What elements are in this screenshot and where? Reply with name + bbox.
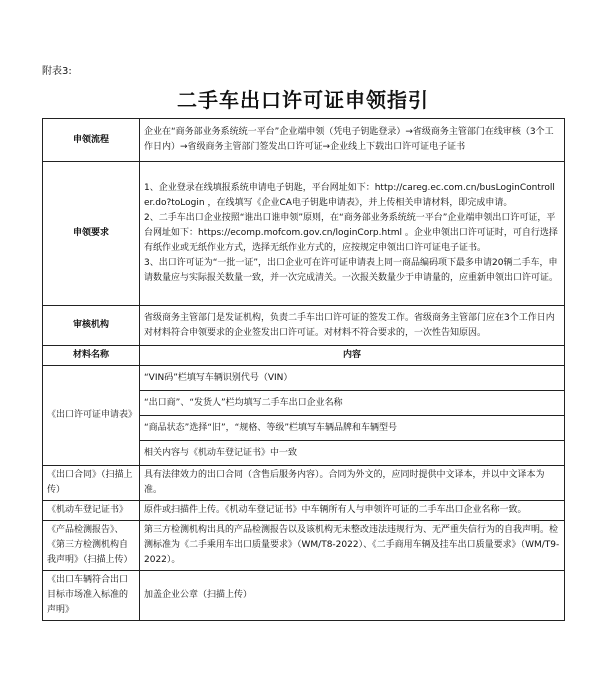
materials-name-header: 材料名称 (43, 346, 140, 366)
material-row (43, 366, 565, 391)
material-name: 《产品检测报告》、《第三方检测机构自我声明》（扫描上传） (43, 521, 140, 571)
annex-label: 附表3: (42, 66, 72, 77)
material-row (43, 571, 565, 621)
process-row (43, 119, 565, 162)
material-name: 《出口车辆符合出口目标市场准入标准的声明》 (43, 571, 140, 621)
material-item: “出口商”、“发货人”栏均填写二手车出口企业名称 (140, 391, 565, 416)
material-content: 具有法律效力的出口合同（含售后服务内容）。合同为外文的，应同时提供中文译本，并以中文译本为准。 (140, 466, 565, 501)
material-name: 《出口合同》（扫描上传） (43, 466, 140, 501)
material-item: “商品状态”选择“旧”，“规格、等级”栏填写车辆品牌和车辆型号 (140, 416, 565, 441)
material-content: 原件或扫描件上传。《机动车登记证书》中车辆所有人与申领许可证的二手车出口企业名称一致。 (140, 501, 565, 521)
material-row (43, 501, 565, 521)
material-content: 第三方检测机构出具的产品检测报告以及该机构无未整改违法违规行为、无严重失信行为的自我声明。检测标准为《二手乘用车出口质量要求》（WM/T8-2022）、《二手商用车辆及挂车出口质量要求》（WM/T9-2022）。 (140, 521, 565, 571)
material-name: 《出口许可证申请表》 (43, 366, 140, 466)
requirements-content (140, 162, 565, 306)
requirements-row (43, 162, 565, 306)
review-label: 审核机构 (43, 306, 140, 346)
process-label: 申领流程 (43, 119, 140, 162)
process-content: 企业在“商务部业务系统统一平台”企业端申领（凭电子钥匙登录）→省级商务主管部门在线审核（3个工作日内）→省级商务主管部门签发出口许可证→企业线上下载出口许可证电子证书 (140, 119, 565, 162)
guide-table (42, 118, 565, 621)
material-row (43, 466, 565, 501)
material-content: 加盖企业公章（扫描上传） (140, 571, 565, 621)
requirement-1: 1、企业登录在线填报系统申请电子钥匙，平台网址如下：http://careg.ec.com.cn/busLoginController.do?toLogin ，在线填写《企业CA电子钥匙申请表》，并上传相关申请材料，即完成申请。 (144, 183, 555, 208)
review-content: 省级商务主管部门是发证机构，负责二手车出口许可证的签发工作。省级商务主管部门应在3个工作日内对材料符合申领要求的企业签发出口许可证。对材料不符合要求的，一次性告知原因。 (140, 306, 565, 346)
materials-header-row (43, 346, 565, 366)
material-item: “VIN码”栏填写车辆识别代号（VIN） (140, 366, 565, 391)
material-name: 《机动车登记证书》 (43, 501, 140, 521)
material-item: 相关内容与《机动车登记证书》中一致 (140, 441, 565, 466)
material-row (43, 521, 565, 571)
materials-content-header: 内容 (140, 346, 565, 366)
review-row (43, 306, 565, 346)
requirements-label: 申领要求 (43, 162, 140, 306)
requirement-3: 3、出口许可证为“一批一证”，出口企业可在许可证申请表上同一商品编码项下最多申请20辆二手车，申请数量应与实际报关数量一致，并一次完成清关。一次报关数量少于申请量的，应重新申领出口许可证。 (144, 258, 559, 283)
requirement-2: 2、二手车出口企业按照“谁出口谁申领”原则，在“商务部业务系统统一平台”企业端申领出口许可证，平台网址如下：https://ecomp.mofcom.gov.cn/loginCorp.html 。企业申领出口许可证时，可自行选择有纸作业或无纸作业方式，选择无纸作业方式的，应按规定申领出口许可证电子证书。 (144, 213, 558, 253)
page-title: 二手车出口许可证申领指引 (177, 88, 429, 112)
